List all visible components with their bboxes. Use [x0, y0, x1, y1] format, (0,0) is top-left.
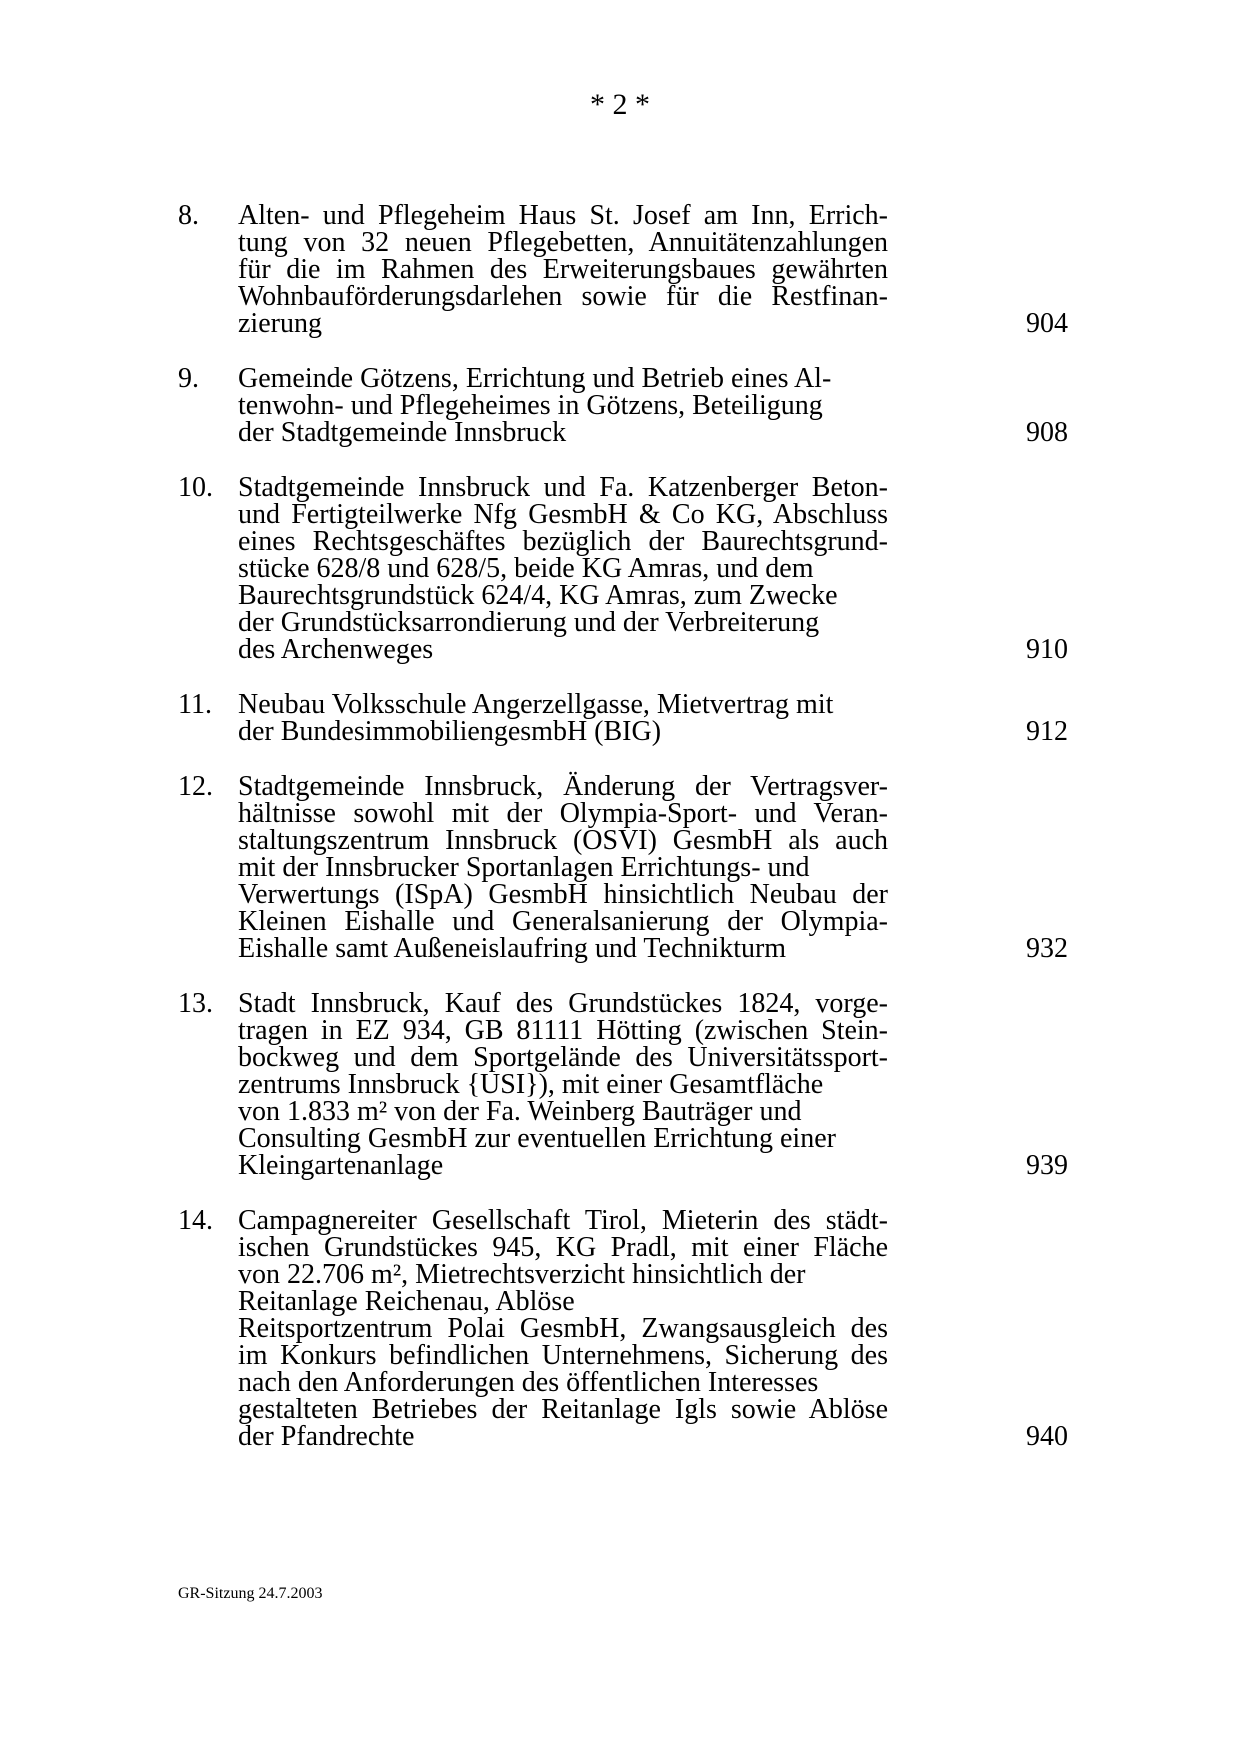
entry-page-number: 908: [1026, 417, 1068, 448]
entry-line: staltungszentrum Innsbruck (OSVI) GesmbH als auch: [238, 825, 888, 856]
entry-text: [238, 990, 888, 1179]
entry-page-number: 940: [1026, 1421, 1068, 1452]
entry-line: für die im Rahmen des Erweiterungsbaues gewährten: [238, 254, 888, 285]
entry-line: Wohnbauförderungsdarlehen sowie für die Restfinan-: [238, 281, 888, 312]
entry-line: Reitanlage Reichenau, Ablöse: [238, 1286, 575, 1317]
entry-line: Stadt Innsbruck, Kauf des Grundstückes 1824, vorge-: [238, 988, 888, 1019]
entry-text: [238, 773, 888, 962]
entry-text: [238, 691, 888, 745]
entry-line: ischen Grundstückes 945, KG Pradl, mit einer Fläche: [238, 1232, 888, 1263]
entry-line: tung von 32 neuen Pflegebetten, Annuitätenzahlungen: [238, 227, 888, 258]
entry-text: [238, 365, 888, 446]
entry-text: [238, 202, 888, 337]
entry-line: der Stadtgemeinde Innsbruck: [238, 417, 567, 448]
entry-line: Neubau Volksschule Angerzellgasse, Mietvertrag mit: [238, 689, 834, 720]
entry-line: Stadtgemeinde Innsbruck, Änderung der Vertragsver-: [238, 771, 888, 802]
entry-line: der BundesimmobiliengesmbH (BIG): [238, 716, 662, 747]
entry-page-number: 932: [1026, 933, 1068, 964]
entry-line: Consulting GesmbH zur eventuellen Errichtung einer: [238, 1123, 836, 1154]
entry-line: hältnisse sowohl mit der Olympia-Sport- und Veran-: [238, 798, 888, 829]
entry-line: der Pfandrechte: [238, 1421, 415, 1452]
entry-page-number: 939: [1026, 1150, 1068, 1181]
entry-line: Campagnereiter Gesellschaft Tirol, Mieterin des städt-: [238, 1205, 888, 1236]
entry-line: Eishalle samt Außeneislaufring und Technikturm: [238, 933, 787, 964]
entry-line: stücke 628/8 und 628/5, beide KG Amras, und dem: [238, 553, 814, 584]
entry-number: 11.: [178, 689, 212, 720]
toc-entry: [178, 474, 1068, 663]
toc-entry: [178, 202, 1068, 337]
toc-entry: [178, 1207, 1068, 1450]
entry-line: tenwohn- und Pflegeheimes in Götzens, Beteiligung: [238, 390, 823, 421]
entry-line: zentrums Innsbruck {USI}), mit einer Gesamtfläche: [238, 1069, 824, 1100]
entry-page-number: 910: [1026, 634, 1068, 665]
entry-page-number: 912: [1026, 716, 1068, 747]
entry-line: bockweg und dem Sportgelände des Universitätssport-: [238, 1042, 888, 1073]
entry-line: eines Rechtsgeschäftes bezüglich der Baurechtsgrund-: [238, 526, 888, 557]
entry-line: zierung: [238, 308, 322, 339]
footer-session-date: GR-Sitzung 24.7.2003: [178, 1585, 323, 1602]
entry-line: Stadtgemeinde Innsbruck und Fa. Katzenberger Beton-: [238, 472, 888, 503]
entry-line: Kleingartenanlage: [238, 1150, 444, 1181]
entry-number: 12.: [178, 771, 213, 802]
entry-line: des Archenweges: [238, 634, 434, 665]
entry-line: der Grundstücksarrondierung und der Verbreiterung: [238, 607, 820, 638]
entry-text: [238, 474, 888, 663]
entry-line: Baurechtsgrundstück 624/4, KG Amras, zum Zwecke: [238, 580, 838, 611]
entry-number: 13.: [178, 988, 213, 1019]
entry-line: Kleinen Eishalle und Generalsanierung der Olympia-: [238, 906, 888, 937]
entry-line: Verwertungs (ISpA) GesmbH hinsichtlich Neubau der: [238, 879, 888, 910]
entry-line: mit der Innsbrucker Sportanlagen Errichtungs- und: [238, 852, 810, 883]
entry-number: 10.: [178, 472, 213, 503]
page-number: * 2 *: [590, 88, 650, 121]
toc-entry: [178, 365, 1068, 446]
entry-line: und Fertigteilwerke Nfg GesmbH & Co KG, Abschluss: [238, 499, 888, 530]
entry-line: Reitsportzentrum Polai GesmbH, Zwangsausgleich des: [238, 1313, 888, 1344]
entry-line: tragen in EZ 934, GB 81111 Hötting (zwischen Stein-: [238, 1015, 888, 1046]
entry-line: von 1.833 m² von der Fa. Weinberg Bauträger und: [238, 1096, 802, 1127]
entry-line: gestalteten Betriebes der Reitanlage Igls sowie Ablöse: [238, 1394, 888, 1425]
entry-line: Gemeinde Götzens, Errichtung und Betrieb eines Al-: [238, 363, 832, 394]
toc-entry: [178, 691, 1068, 745]
entry-line: Alten- und Pflegeheim Haus St. Josef am Inn, Errich-: [238, 200, 888, 231]
entry-number: 8.: [178, 200, 199, 231]
entry-line: von 22.706 m², Mietrechtsverzicht hinsichtlich der: [238, 1259, 806, 1290]
entry-number: 14.: [178, 1205, 213, 1236]
entry-line: nach den Anforderungen des öffentlichen Interesses: [238, 1367, 819, 1398]
entry-number: 9.: [178, 363, 199, 394]
toc-entry: [178, 773, 1068, 962]
entry-page-number: 904: [1026, 308, 1068, 339]
toc-entry: [178, 990, 1068, 1179]
table-of-contents: [178, 202, 1068, 1478]
entry-line: im Konkurs befindlichen Unternehmens, Sicherung des: [238, 1340, 888, 1371]
entry-text: [238, 1207, 888, 1450]
